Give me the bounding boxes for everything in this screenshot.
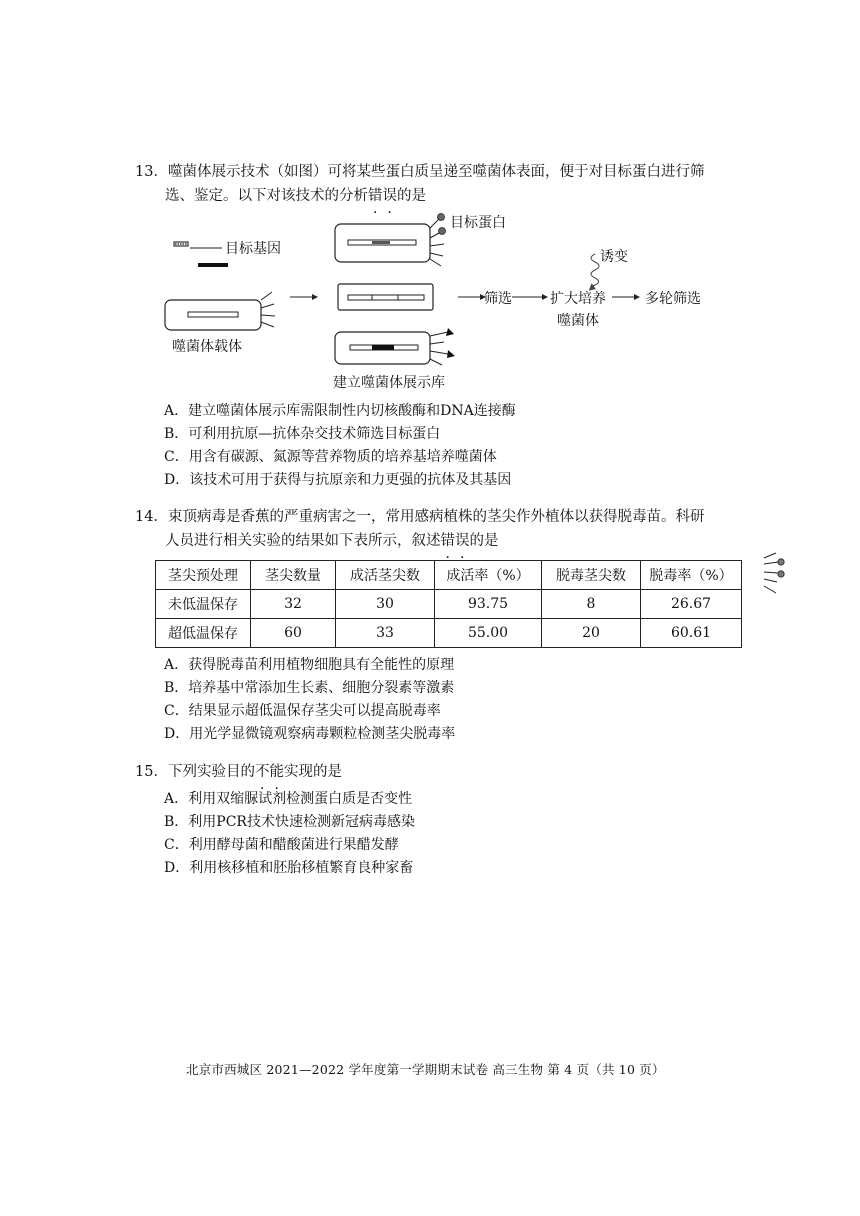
table-header-cell: 成活茎尖数 [336, 561, 435, 590]
q13-emphasis-char: 错 [368, 188, 383, 204]
table-cell: 超低温保存 [156, 619, 251, 648]
label-phage-vector: 噬菌体载体 [172, 339, 242, 355]
label-expand-phage: 噬菌体 [557, 313, 599, 329]
table-cell: 33 [336, 619, 435, 648]
q14-emphasis-char: 错 [440, 533, 455, 549]
q14-stem-line1: 14．束顶病毒是香蕉的严重病害之一，常用感病植株的茎尖作外植体以获得脱毒苗。科研 [135, 509, 705, 525]
table-cell: 未低温保存 [156, 590, 251, 619]
q15-emphasis-char: 能 [269, 764, 284, 780]
q15-option-b: B．利用PCR技术快速检测新冠病毒感染 [164, 814, 415, 830]
q15-option-a: A．利用双缩脲试剂检测蛋白质是否变性 [164, 791, 413, 807]
q13-stem-line2: 选、鉴定。以下对该技术的分析错误的是 [135, 184, 735, 208]
q13-option-b: B．可利用抗原—抗体杂交技术筛选目标蛋白 [164, 426, 441, 442]
label-target-gene: 目标基因 [225, 241, 281, 257]
q14-stem-line2: 人员进行相关实验的结果如下表所示，叙述错误的是 [135, 529, 735, 553]
phage-vector-icon [165, 292, 275, 330]
q13-emphasis-char: 误 [382, 188, 397, 204]
arrow-icon [458, 294, 486, 300]
table-cell: 60.61 [641, 619, 742, 648]
label-expand-culture: 扩大培养 [550, 291, 606, 307]
table-cell: 8 [542, 590, 641, 619]
table-header-row [156, 561, 742, 590]
q13-number: 13． [135, 164, 168, 180]
table-header-cell: 茎尖数量 [251, 561, 336, 590]
label-multi-round: 多轮筛选 [645, 291, 701, 307]
q15-emphasis-char: 不 [254, 764, 270, 780]
q13-option-c: C．用含有碳源、氮源等营养物质的培养基培养噬菌体 [164, 449, 497, 465]
table-cell: 20 [542, 619, 641, 648]
q14-number: 14． [135, 509, 168, 525]
arrow-icon [512, 294, 548, 300]
table-header-cell: 脱毒率（%） [641, 561, 742, 590]
q14-emphasis-char: 误 [455, 533, 470, 549]
table-cell: 26.67 [641, 590, 742, 619]
label-screening: 筛选 [484, 291, 512, 307]
page-footer: 北京市西城区 2021—2022 学年度第一学期期末试卷 高三生物 第 4 页（共 10 页） [186, 1062, 665, 1077]
table-cell: 60 [251, 619, 336, 648]
question-13 [135, 160, 735, 208]
q14-option-d: D．用光学显微镜观察病毒颗粒检测茎尖脱毒率 [164, 726, 456, 742]
q13-options [164, 400, 516, 492]
q15-number: 15． [135, 764, 168, 780]
table-header-cell: 脱毒茎尖数 [542, 561, 641, 590]
q14-option-b: B．培养基中常添加生长素、细胞分裂素等激素 [164, 680, 455, 696]
target-gene-icon [174, 242, 228, 267]
table-row [156, 590, 742, 619]
table-cell: 55.00 [435, 619, 542, 648]
q15-options [164, 788, 415, 880]
table-cell: 30 [336, 590, 435, 619]
library-phage-top-icon [335, 214, 446, 267]
q14-option-a: A．获得脱毒苗利用植物细胞具有全能性的原理 [164, 657, 455, 673]
table-cell: 32 [251, 590, 336, 619]
question-14 [135, 505, 735, 553]
q14-option-c: C．结果显示超低温保存茎尖可以提高脱毒率 [164, 703, 441, 719]
mutation-squiggle-icon [589, 254, 599, 293]
table-header-cell: 成活率（%） [435, 561, 542, 590]
q13-stem-line1: 13．噬菌体展示技术（如图）可将某些蛋白质呈递至噬菌体表面，便于对目标蛋白进行筛 [135, 164, 705, 180]
table-cell: 93.75 [435, 590, 542, 619]
question-15-stem: 15．下列实验目的不能实现的是 [135, 760, 342, 784]
arrow-icon [290, 294, 318, 300]
label-mutation: 诱变 [600, 249, 628, 265]
q15-option-c: C．利用酵母菌和醋酸菌进行果醋发酵 [164, 837, 399, 853]
q13-option-a: A．建立噬菌体展示库需限制性内切核酸酶和DNA连接酶 [164, 403, 516, 419]
q14-results-table [155, 560, 742, 648]
arrow-icon [612, 294, 640, 300]
label-target-protein: 目标蛋白 [450, 215, 506, 231]
library-phage-middle-icon [338, 284, 433, 310]
q15-option-d: D．利用核移植和胚胎移植繁育良种家畜 [164, 860, 414, 876]
table-header-cell: 茎尖预处理 [156, 561, 251, 590]
q13-option-d: D．该技术可用于获得与抗原亲和力更强的抗体及其基因 [164, 472, 512, 488]
margin-phage-fragment-icon [762, 548, 792, 598]
q14-options [164, 654, 455, 746]
library-phage-bottom-icon [335, 328, 455, 365]
table-row [156, 619, 742, 648]
label-library: 建立噬菌体展示库 [333, 375, 445, 391]
